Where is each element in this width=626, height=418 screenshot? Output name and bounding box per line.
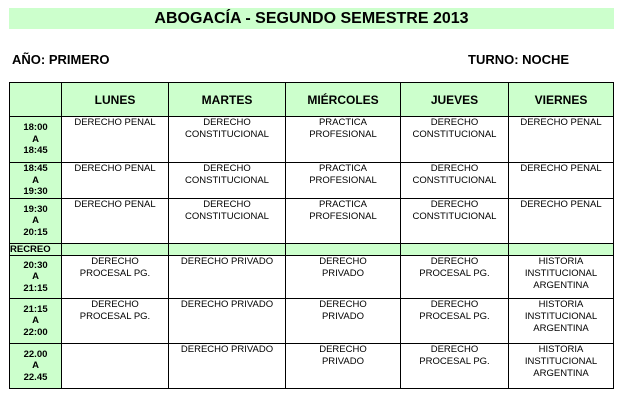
class-text: DERECHO (430, 199, 479, 210)
table-row (10, 299, 614, 344)
time-text: 22:00 (23, 326, 48, 338)
class-text: DERECHO (430, 344, 479, 355)
class-text: HISTORIA (538, 256, 584, 267)
class-cell (401, 117, 509, 163)
header-row (10, 83, 614, 117)
class-text: INSTITUCIONAL (524, 268, 598, 279)
time-cell (10, 344, 62, 389)
class-text: DERECHO PRIVADO (180, 344, 274, 355)
class-cell (509, 344, 614, 389)
time-cell (10, 199, 62, 244)
class-text: PRIVADO (321, 268, 365, 279)
class-text: CONSTITUCIONAL (185, 175, 269, 186)
day-header: LUNES (62, 83, 169, 117)
class-text: DERECHO (319, 256, 367, 267)
class-text: DERECHO PENAL (74, 117, 156, 128)
class-text: ARGENTINA (533, 368, 589, 379)
class-text: PRACTICA (318, 117, 368, 128)
time-text: 21:15 (23, 282, 48, 294)
class-text: DERECHO PENAL (74, 199, 156, 210)
class-cell (401, 163, 509, 199)
class-text: PRACTICA (318, 163, 368, 174)
class-text: CONSTITUCIONAL (412, 211, 497, 222)
day-header: JUEVES (401, 83, 509, 117)
class-text: DERECHO (319, 299, 367, 310)
class-text: DERECHO (203, 117, 251, 128)
table-row (10, 163, 614, 199)
class-cell (286, 117, 401, 163)
class-text: PROCESAL PG. (79, 268, 151, 279)
schedule-table (9, 82, 614, 389)
class-cell (62, 344, 169, 389)
recreo-cell (286, 244, 401, 256)
day-header: MIÉRCOLES (286, 83, 401, 117)
recreo-label: RECREO (10, 244, 62, 256)
class-cell (401, 199, 509, 244)
class-text: DERECHO (91, 299, 139, 310)
class-text: DERECHO PENAL (74, 163, 156, 174)
class-cell (401, 256, 509, 299)
time-text: 22.45 (23, 371, 48, 383)
time-cell (10, 163, 62, 199)
class-text: DERECHO (319, 344, 367, 355)
class-text: PROCESAL PG. (419, 311, 490, 322)
class-cell (169, 256, 286, 299)
class-text: DERECHO (203, 199, 251, 210)
class-text: CONSTITUCIONAL (185, 211, 269, 222)
time-text: A (32, 215, 39, 227)
recreo-cell (62, 244, 169, 256)
day-header: MARTES (169, 83, 286, 117)
time-text: 19:30 (23, 203, 48, 215)
class-text: DERECHO PENAL (520, 199, 602, 210)
class-text: DERECHO PRIVADO (180, 299, 274, 310)
table-row (10, 344, 614, 389)
class-cell (509, 256, 614, 299)
class-text: PROCESAL PG. (419, 268, 490, 279)
time-text: A (32, 360, 39, 372)
class-text: CONSTITUCIONAL (412, 175, 497, 186)
class-text: DERECHO (430, 163, 479, 174)
recreo-row (10, 244, 614, 256)
class-text: DERECHO (430, 256, 479, 267)
table-row (10, 199, 614, 244)
class-text: PRIVADO (321, 356, 365, 367)
class-cell (62, 117, 169, 163)
recreo-cell (509, 244, 614, 256)
table-row (10, 256, 614, 299)
time-text: 18:00 (23, 122, 48, 134)
time-text: 22.00 (23, 348, 48, 360)
class-text: ARGENTINA (533, 323, 589, 334)
class-text: DERECHO (203, 163, 251, 174)
time-text: A (32, 174, 39, 186)
class-text: DERECHO (430, 299, 479, 310)
class-text: DERECHO (91, 256, 139, 267)
time-text: 20:15 (23, 226, 48, 238)
class-text: PROFESIONAL (309, 129, 377, 140)
class-cell (509, 299, 614, 344)
class-cell (286, 344, 401, 389)
time-text: A (32, 271, 39, 283)
time-text: 18:45 (23, 163, 48, 175)
class-cell (509, 199, 614, 244)
time-text: 21:15 (23, 303, 48, 315)
table-row (10, 117, 614, 163)
class-cell (169, 163, 286, 199)
time-text: A (32, 133, 39, 145)
class-cell (286, 199, 401, 244)
class-cell (286, 163, 401, 199)
class-text: HISTORIA (538, 299, 584, 310)
class-cell (401, 344, 509, 389)
class-cell (62, 199, 169, 244)
class-text: PROCESAL PG. (79, 311, 151, 322)
time-text: 20:30 (23, 259, 48, 271)
year-label: AÑO: PRIMERO (12, 52, 110, 67)
time-text: 18:45 (23, 145, 48, 157)
class-cell (169, 299, 286, 344)
time-cell (10, 299, 62, 344)
class-text: PRACTICA (318, 199, 368, 210)
class-text: HISTORIA (538, 344, 584, 355)
class-cell (169, 344, 286, 389)
class-text: ARGENTINA (533, 280, 589, 291)
class-text: DERECHO PRIVADO (180, 256, 274, 267)
time-cell (10, 256, 62, 299)
time-text: A (32, 315, 39, 327)
class-text: CONSTITUCIONAL (412, 129, 497, 140)
class-cell (62, 256, 169, 299)
class-text: PROFESIONAL (309, 175, 377, 186)
time-cell (10, 117, 62, 163)
class-text: PROFESIONAL (309, 211, 377, 222)
class-cell (286, 299, 401, 344)
corner-cell (10, 83, 62, 117)
shift-label: TURNO: NOCHE (468, 52, 570, 67)
class-cell (169, 199, 286, 244)
class-text: INSTITUCIONAL (524, 311, 598, 322)
class-cell (286, 256, 401, 299)
class-cell (62, 299, 169, 344)
class-text: DERECHO PENAL (520, 163, 602, 174)
recreo-cell (401, 244, 509, 256)
class-text: DERECHO (430, 117, 479, 128)
class-cell (509, 163, 614, 199)
class-text: PROCESAL PG. (419, 356, 490, 367)
class-text: DERECHO PENAL (520, 117, 602, 128)
time-text: 19:30 (23, 186, 48, 198)
page-title: ABOGACÍA - SEGUNDO SEMESTRE 2013 (9, 8, 614, 29)
day-header: VIERNES (509, 83, 614, 117)
recreo-cell (169, 244, 286, 256)
class-cell (62, 163, 169, 199)
class-cell (509, 117, 614, 163)
class-text: CONSTITUCIONAL (185, 129, 269, 140)
class-cell (169, 117, 286, 163)
class-text: PRIVADO (321, 311, 365, 322)
class-cell (401, 299, 509, 344)
class-text: INSTITUCIONAL (524, 356, 598, 367)
